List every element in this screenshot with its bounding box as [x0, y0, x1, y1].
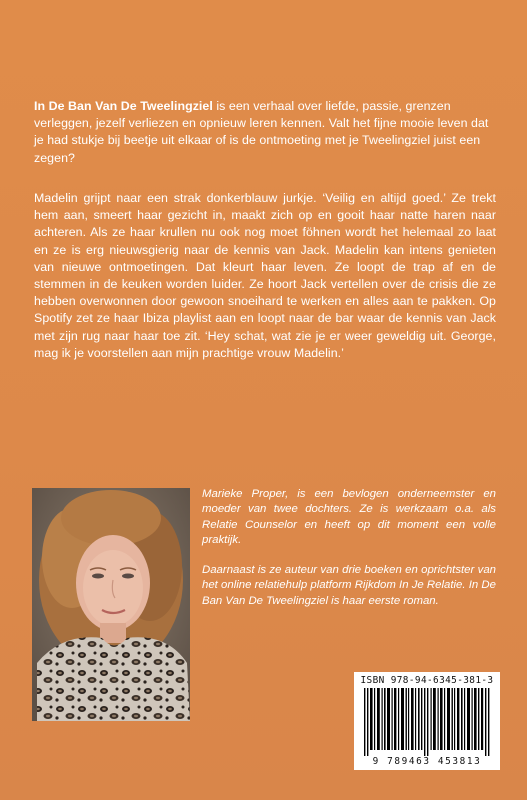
author-bio-paragraph-1: Marieke Proper, is een bevlogen onderneemster en moeder van twee dochters. Ze is werkzaam o.a. als Relatie Counselor en heeft op dit moment een volle praktijk.	[202, 488, 496, 546]
author-bio-paragraph-2: Daarnaast is ze auteur van drie boeken en oprichtster van het online relatiehulp platform Rijkdom In Je Relatie. In De Ban Van De Tweelingziel is haar eerste roman.	[202, 564, 496, 607]
book-title: In De Ban Van De Tweelingziel	[34, 99, 213, 113]
intro-text: is een verhaal over liefde, passie, grenzen verleggen, jezelf verliezen en opnieuw leren kennen. Valt het fijne mooie leven dat je had stukje bij beetje uit elkaar of is de ontmoeting met je Tweelingziel juist een zegen?	[34, 99, 489, 165]
isbn-label: ISBN 978-94-6345-381-3	[360, 675, 494, 686]
excerpt-paragraph: Madelin grijpt naar een strak donkerblauw jurkje. ‘Veilig en altijd goed.’ Ze trekt hem aan, smeert haar gezicht in, maakt zich op en gooit haar natte haren naar achteren. Als ze haar krullen nu ook nog moet föhnen wordt het helemaal zo laat en ze is erg nieuwsgierig naar de kennis van Jack. Madelin kan intens genieten van nieuwe ontmoetingen. Dat kleurt haar leven. Ze loopt de trap af en de stemmen in de keuken worden luider. Ze hoort Jack vertellen over de crisis die ze hebben overwonnen door gewoon snoeihard te werken en alles aan te pakken. Op Spotify zet ze haar Ibiza playlist aan en loopt naar de bar waar de kennis van Jack met zijn rug naar haar toe zit. ‘Hey schat, wat zie je er weer geweldig uit. George, mag ik je voorstellen aan mijn prachtige vrouw Madelin.’	[34, 191, 496, 360]
intro-paragraph	[34, 98, 496, 167]
isbn-digits: 9 789463 453813	[372, 756, 482, 767]
barcode-bars	[360, 688, 494, 756]
isbn-barcode	[354, 672, 500, 770]
author-portrait-image	[32, 488, 190, 721]
author-photo	[32, 488, 190, 721]
